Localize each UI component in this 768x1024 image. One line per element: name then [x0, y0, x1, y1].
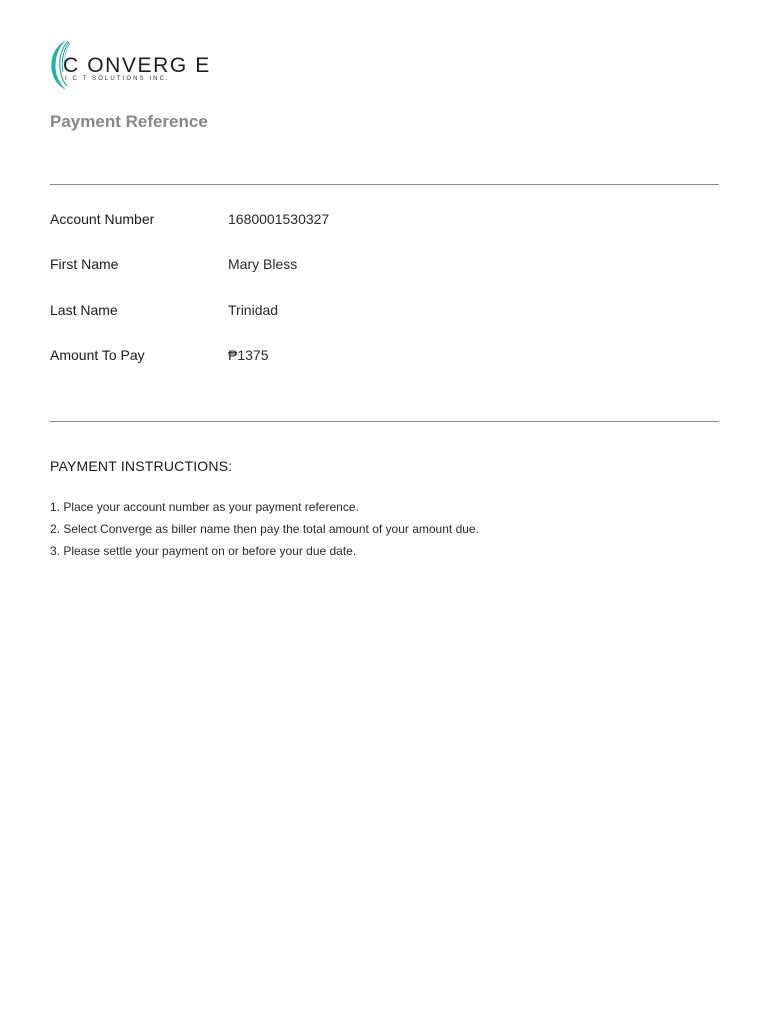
page-title: Payment Reference [50, 112, 208, 131]
logo-wordmark: C ONVERG E [63, 54, 211, 77]
amount-to-pay-row [50, 345, 650, 365]
instruction-item: 3. Please settle your payment on or before your due date. [50, 544, 357, 558]
amount-to-pay-value: ₱1375 [228, 347, 269, 363]
instructions-list [50, 496, 479, 562]
instruction-item: 1. Place your account number as your payment reference. [50, 500, 359, 514]
instruction-item: 2. Select Converge as biller name then pay the total amount of your amount due. [50, 522, 479, 536]
last-name-row [50, 300, 650, 320]
divider-top [50, 184, 719, 185]
first-name-value: Mary Bless [228, 256, 298, 272]
last-name-label: Last Name [50, 302, 118, 318]
account-number-label: Account Number [50, 211, 155, 227]
account-number-row [50, 209, 650, 229]
converge-logo [48, 38, 211, 92]
last-name-value: Trinidad [228, 302, 279, 318]
logo-tagline: I C T SOLUTIONS INC. [65, 76, 170, 82]
account-number-value: 1680001530327 [228, 211, 330, 227]
amount-to-pay-label: Amount To Pay [50, 347, 145, 363]
instructions-heading: PAYMENT INSTRUCTIONS: [50, 458, 233, 474]
divider-bottom [50, 421, 719, 422]
first-name-label: First Name [50, 256, 119, 272]
first-name-row [50, 254, 650, 274]
